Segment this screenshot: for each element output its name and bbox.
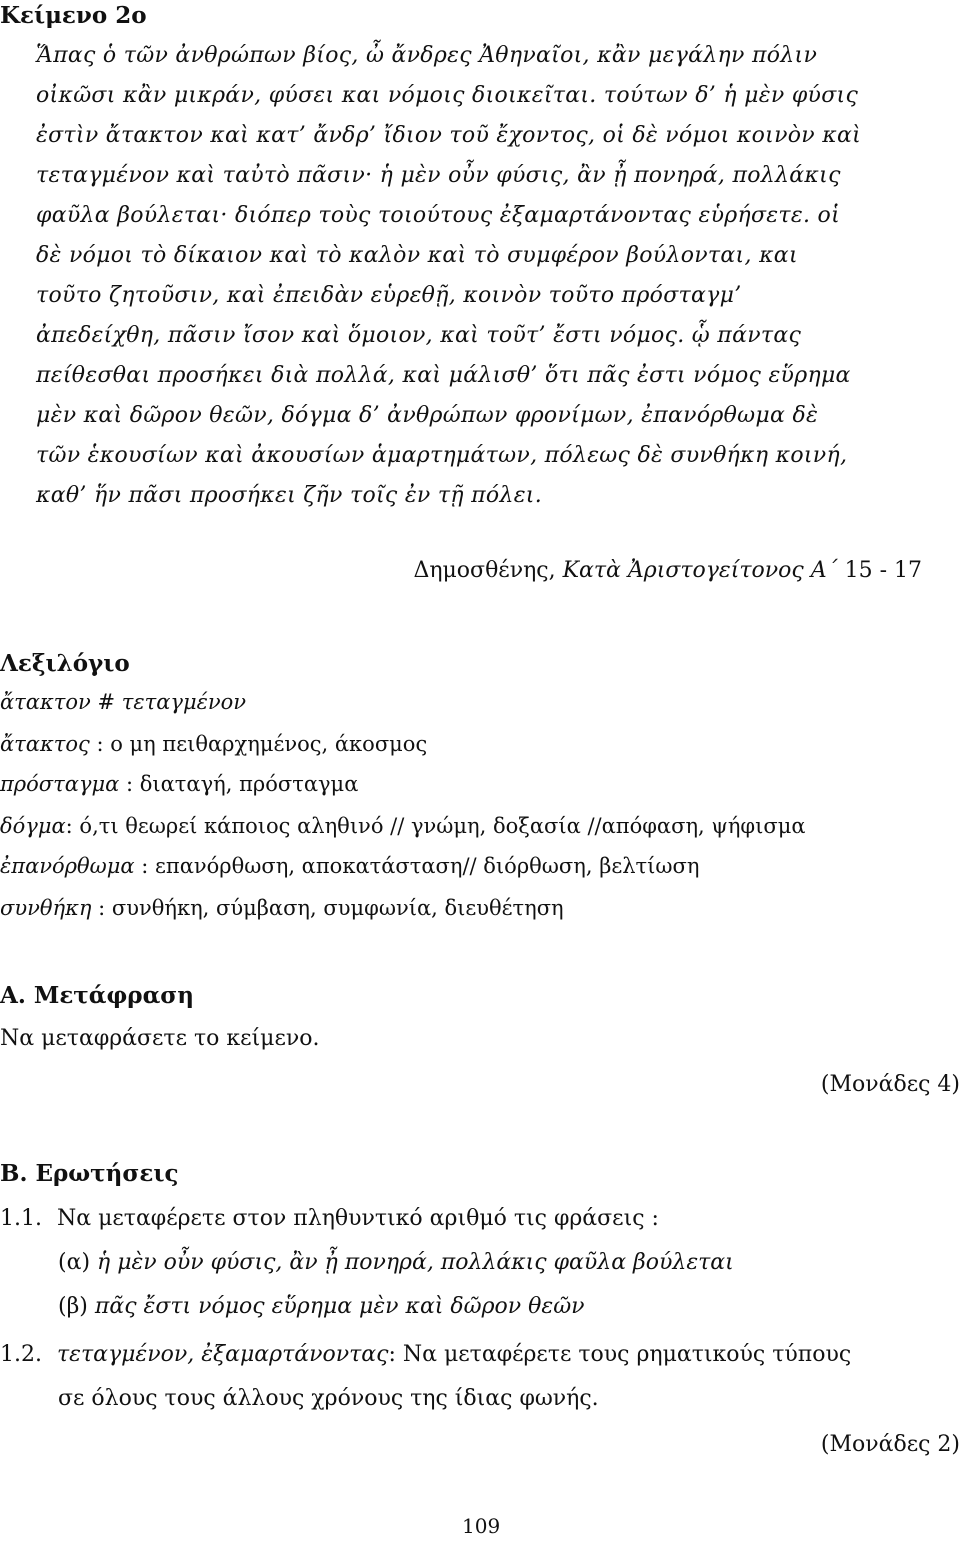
source-citation xyxy=(413,558,922,583)
question-1-1-b xyxy=(58,1294,585,1319)
question-text: : Να μεταφέρετε τους ρηματικούς τύπους xyxy=(388,1342,852,1367)
glossary-term: ἐπανόρθωμα xyxy=(0,854,135,878)
glossary-def: : ό,τι θεωρεί κάποιος αληθινό // γνώμη, δοξασία //απόφαση, ψήφισμα xyxy=(65,814,806,838)
ancient-line: καθ’ ἥν πᾶσι προσήκει ζῆν τοῖς ἐν τῇ πόλει. xyxy=(36,483,543,508)
glossary-def: : ο μη πειθαρχημένος, άκοσμος xyxy=(89,732,428,756)
ancient-line: τῶν ἑκουσίων καὶ ἀκουσίων ἁμαρτημάτων, πόλεως δὲ συνθήκη κοινή, xyxy=(36,443,848,468)
option-label: (β) xyxy=(58,1294,95,1319)
ancient-line: οἰκῶσι κἂν μικράν, φύσει και νόμοις διοικεῖται. τούτων δ’ ἡ μὲν φύσις xyxy=(36,83,859,108)
question-1-2 xyxy=(0,1342,851,1367)
section-a-heading: Α. Μετάφραση xyxy=(0,982,194,1009)
option-text: ἡ μὲν οὖν φύσις, ἂν ᾖ πονηρά, πολλάκις φαῦλα βούλεται xyxy=(97,1250,734,1275)
glossary-term: πρόσταγμα xyxy=(0,772,120,796)
ancient-line: δὲ νόμοι τὸ δίκαιον καὶ τὸ καλὸν καὶ τὸ συμφέρον βούλονται, και xyxy=(36,243,798,268)
question-number: 1.2. xyxy=(0,1342,42,1367)
question-terms: τεταγμένον, ἐξαμαρτάνοντας xyxy=(56,1342,389,1367)
question-text: Να μεταφέρετε στον πληθυντικό αριθμό τις φράσεις : xyxy=(56,1206,659,1231)
ancient-line: τεταγμένον καὶ ταὐτὸ πᾶσιν· ἡ μὲν οὖν φύσις, ἂν ᾖ πονηρά, πολλάκις xyxy=(36,163,841,188)
text-heading: Κείμενο 2ο xyxy=(0,2,147,29)
option-label: (α) xyxy=(58,1250,98,1275)
option-text: πᾶς ἔστι νόμος εὕρημα μὲν καὶ δῶρον θεῶν xyxy=(94,1294,585,1319)
glossary-term: δόγμα xyxy=(0,814,66,838)
source-ref: 15 - 17 xyxy=(837,558,922,583)
section-b-heading: Β. Ερωτήσεις xyxy=(0,1160,179,1187)
glossary-entry xyxy=(0,732,427,756)
question-1-2-continuation: σε όλους τους άλλους χρόνους της ίδιας φωνής. xyxy=(58,1386,599,1411)
question-number: 1.1. xyxy=(0,1206,42,1231)
ancient-text xyxy=(36,36,956,516)
glossary-entry xyxy=(0,690,246,714)
page-number: 109 xyxy=(462,1514,501,1538)
glossary-entry xyxy=(0,772,358,796)
ancient-line: πείθεσθαι προσήκει διὰ πολλά, καὶ μάλισθ’ ὅτι πᾶς ἐστι νόμος εὕρημα xyxy=(36,363,851,388)
glossary-entry xyxy=(0,854,699,878)
glossary-entry xyxy=(0,814,806,838)
glossary-entry xyxy=(0,896,564,920)
glossary-def: : διαταγή, πρόσταγμα xyxy=(119,772,359,796)
ancient-line: ἀπεδείχθη, πᾶσιν ἴσον καὶ ὅμοιον, καὶ τοῦτ’ ἔστι νόμος. ᾧ πάντας xyxy=(36,323,802,348)
section-a-marks: (Μονάδες 4) xyxy=(820,1072,960,1097)
question-1-1-a xyxy=(58,1250,734,1275)
ancient-line: φαῦλα βούλεται· διόπερ τοὺς τοιούτους ἐξαμαρτάνοντας εὑρήσετε. οἱ xyxy=(36,203,841,228)
section-a-instruction: Να μεταφράσετε το κείμενο. xyxy=(0,1026,320,1051)
glossary-term: συνθήκη xyxy=(0,896,92,920)
glossary-heading: Λεξιλόγιο xyxy=(0,650,130,677)
glossary-term: ἄτακτον # τεταγμένον xyxy=(0,690,247,714)
ancient-line: ἐστὶν ἄτακτον καὶ κατ’ ἄνδρ’ ἴδιον τοῦ ἔχοντος, οἱ δὲ νόμοι κοινὸν καὶ xyxy=(36,123,862,148)
glossary-def: : επανόρθωση, αποκατάσταση// διόρθωση, βελτίωση xyxy=(134,854,700,878)
source-title: Κατὰ Ἀριστογείτονος Α΄ xyxy=(562,558,838,583)
ancient-line: τοῦτο ζητοῦσιν, καὶ ἐπειδὰν εὑρεθῇ, κοινὸν τοῦτο πρόσταγμ’ xyxy=(36,283,742,308)
glossary-def: : συνθήκη, σύμβαση, συμφωνία, διευθέτηση xyxy=(91,896,564,920)
ancient-line: μὲν καὶ δῶρον θεῶν, δόγμα δ’ ἀνθρώπων φρονίμων, ἐπανόρθωμα δὲ xyxy=(36,403,819,428)
section-b-marks: (Μονάδες 2) xyxy=(820,1432,960,1457)
ancient-line: Ἅπας ὁ τῶν ἀνθρώπων βίος, ὦ ἄνδρες Ἀθηναῖοι, κἂν μεγάλην πόλιν xyxy=(36,43,818,68)
glossary-term: ἄτακτος xyxy=(0,732,90,756)
source-author: Δημοσθένης, xyxy=(413,558,563,583)
question-1-1 xyxy=(0,1206,659,1231)
